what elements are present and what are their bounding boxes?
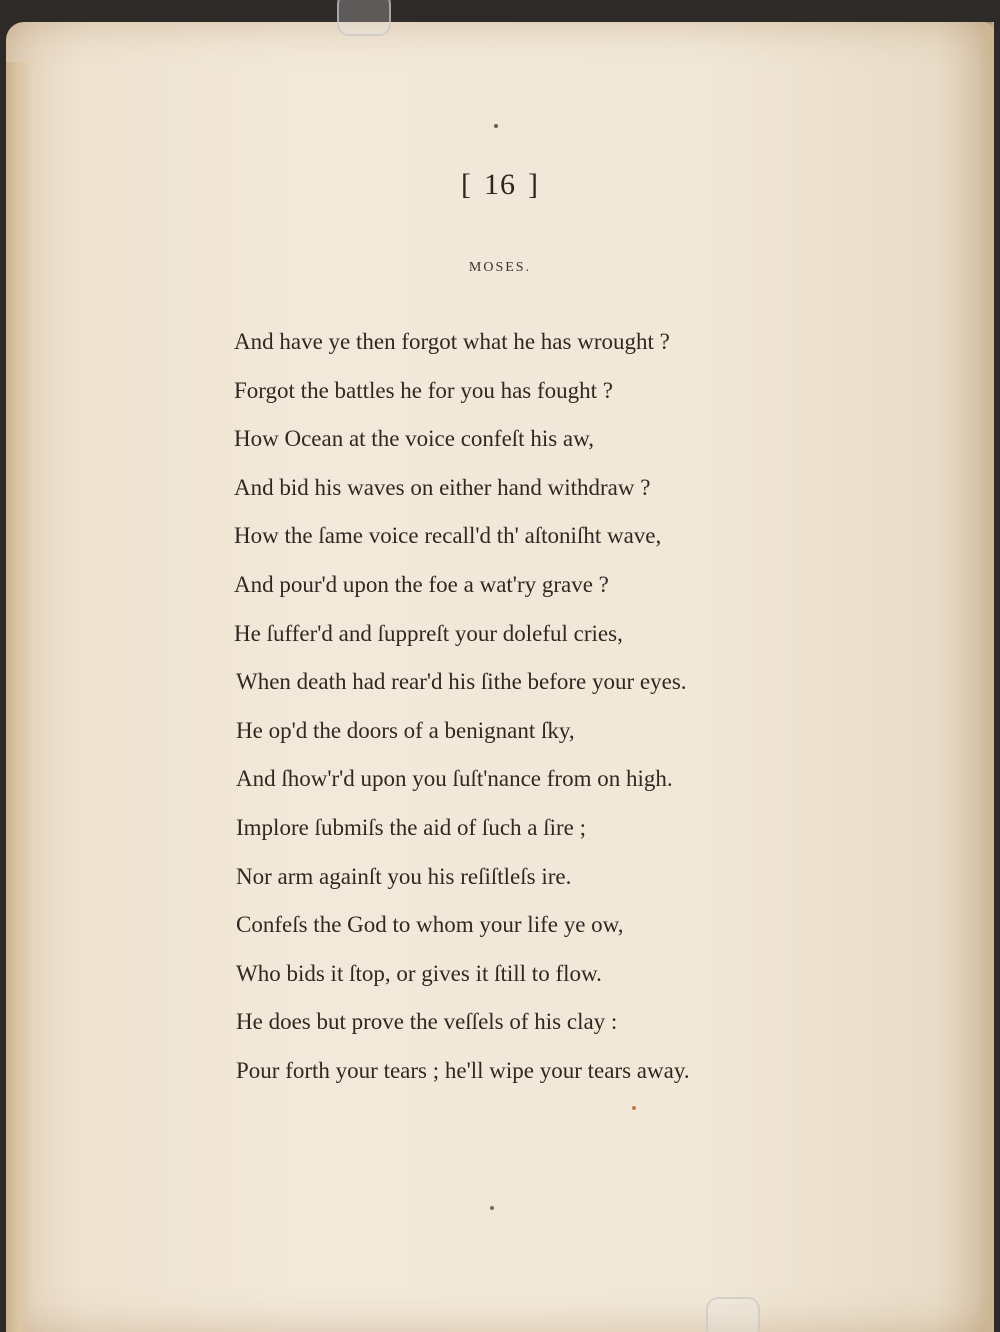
worn-left-edge xyxy=(6,62,32,1332)
poem-line: Who bids it ſtop, or gives it ſtill to flow. xyxy=(236,960,602,986)
poem-line: He does but prove the veſſels of his clay : xyxy=(236,1009,618,1035)
bottom-clip xyxy=(706,1297,760,1332)
poem-line: And bid his waves on either hand withdraw ? xyxy=(234,474,651,500)
poem-line: When death had rear'd his ſithe before your eyes. xyxy=(236,669,687,695)
poem-title: MOSES. xyxy=(468,260,532,275)
page-number: 16 xyxy=(484,168,516,201)
poem-line: And ſhow'r'd upon you ſuſt'nance from on high. xyxy=(236,766,673,792)
poem-line: Implore ſubmiſs the aid of ſuch a ſire ; xyxy=(236,814,587,840)
poem-line: How the ſame voice recall'd th' aſtoniſht wave, xyxy=(234,523,662,549)
top-clip xyxy=(337,0,391,36)
poem-line: Forgot the battles he for you has fought ? xyxy=(234,377,614,403)
poem-body xyxy=(234,318,874,1096)
ink-speck xyxy=(494,124,498,128)
poem-line: How Ocean at the voice confeſt his aw, xyxy=(234,426,594,452)
poem-line: Nor arm againſt you his reſiſtleſs ire. xyxy=(236,863,572,889)
bracket-open: [ xyxy=(461,168,472,201)
bracket-close: ] xyxy=(528,168,539,201)
foxing-spot xyxy=(490,1206,494,1210)
poem-line: And have ye then forgot what he has wrought ? xyxy=(234,329,670,354)
poem-line: Pour forth your tears ; he'll wipe your tears away. xyxy=(236,1057,690,1083)
page-number-header xyxy=(0,168,1000,202)
poem-line: He ſuffer'd and ſuppreſt your doleful cries, xyxy=(234,620,623,646)
worn-right-edge xyxy=(980,22,994,1332)
poem-line: Confeſs the God to whom your life ye ow, xyxy=(236,912,624,938)
poem-line: And pour'd upon the foe a wat'ry grave ? xyxy=(234,571,609,597)
foxing-spot xyxy=(632,1106,636,1110)
poem-line: He op'd the doors of a benignant ſky, xyxy=(236,717,575,743)
